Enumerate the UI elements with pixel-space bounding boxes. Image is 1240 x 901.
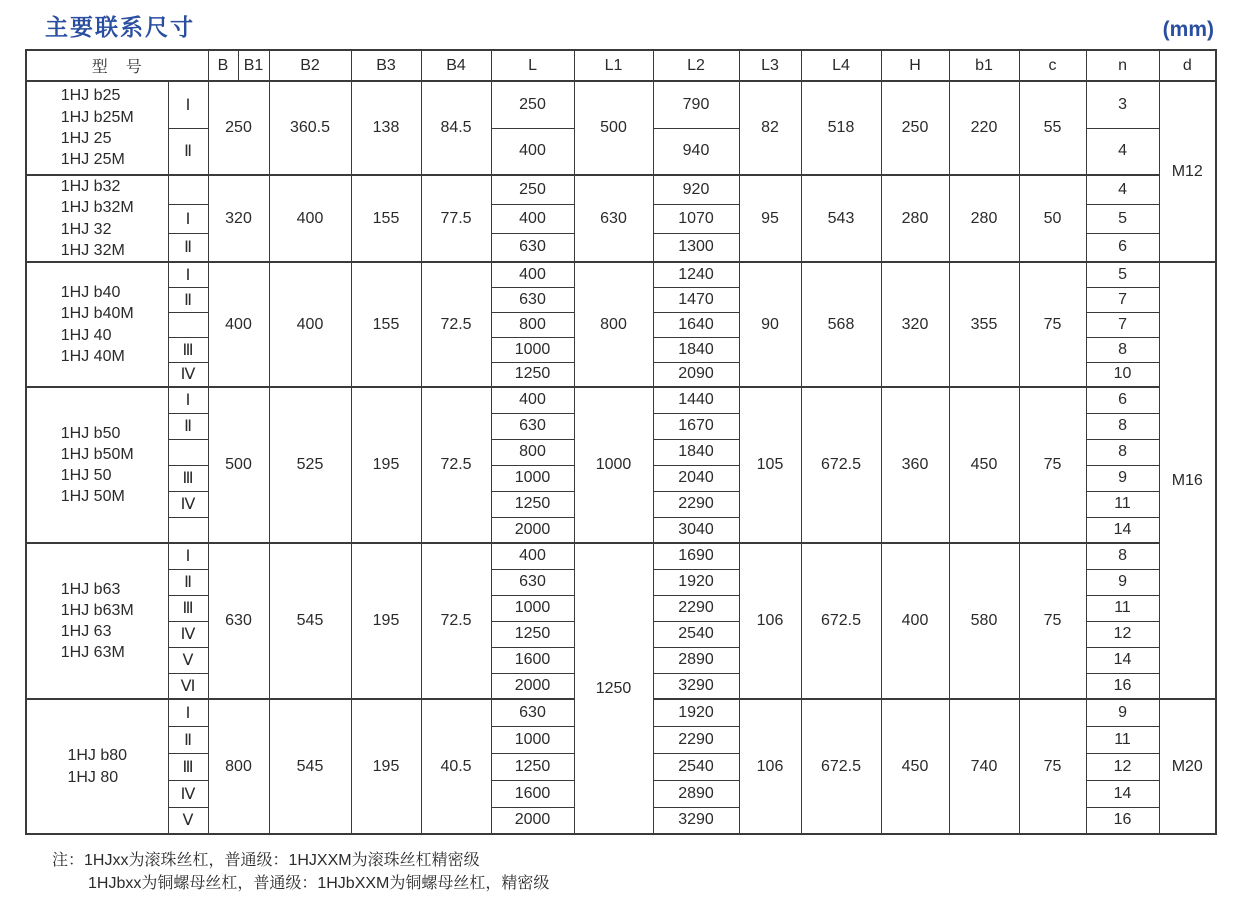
cell-b1: 580 — [949, 543, 1019, 699]
cell-b1: 280 — [949, 175, 1019, 262]
cell-spec: Ⅰ — [168, 81, 208, 128]
cell-n: 16 — [1086, 673, 1159, 699]
cell-n: 11 — [1086, 726, 1159, 753]
model-name: 1HJ b50M — [60, 445, 134, 463]
cell-B3: 138 — [351, 81, 421, 175]
cell-n: 10 — [1086, 362, 1159, 387]
cell-B4: 72.5 — [421, 387, 491, 543]
cell-L: 1250 — [491, 491, 574, 517]
cell-L2: 1070 — [653, 204, 739, 233]
cell-B2: 400 — [269, 175, 351, 262]
footnotes — [52, 849, 1240, 895]
cell-c: 55 — [1019, 81, 1086, 175]
cell-spec — [168, 517, 208, 543]
cell-L3: 106 — [739, 543, 801, 699]
cell-L: 400 — [491, 387, 574, 413]
cell-L2: 2890 — [653, 647, 739, 673]
cell-n: 6 — [1086, 233, 1159, 262]
cell-L2: 2290 — [653, 595, 739, 621]
cell-d: M12 — [1159, 81, 1216, 262]
cell-spec — [168, 312, 208, 337]
cell-n: 14 — [1086, 780, 1159, 807]
cell-L: 800 — [491, 439, 574, 465]
cell-L: 1000 — [491, 726, 574, 753]
cell-spec: Ⅰ — [168, 699, 208, 726]
cell-B4: 77.5 — [421, 175, 491, 262]
column-header-n: n — [1086, 50, 1159, 81]
model-name: 1HJ b25M — [60, 108, 134, 126]
column-header-B4: B4 — [421, 50, 491, 81]
cell-L2: 3290 — [653, 807, 739, 834]
model-name: 1HJ 63M — [60, 644, 125, 662]
column-header-L1: L1 — [574, 50, 653, 81]
model-name: 1HJ 40M — [60, 347, 125, 365]
cell-model — [26, 262, 168, 387]
model-name: 1HJ b25 — [60, 87, 121, 105]
cell-B2: 545 — [269, 543, 351, 699]
cell-n: 9 — [1086, 569, 1159, 595]
column-header-L3: L3 — [739, 50, 801, 81]
cell-L: 1600 — [491, 780, 574, 807]
cell-L: 250 — [491, 81, 574, 128]
model-name: 1HJ 63 — [60, 623, 112, 641]
cell-n: 7 — [1086, 287, 1159, 312]
model-name: 1HJ 32 — [60, 220, 112, 238]
model-name: 1HJ b63M — [60, 601, 134, 619]
page-title: 主要联系尺寸 — [45, 14, 195, 40]
cell-spec: Ⅴ — [168, 647, 208, 673]
cell-b1: 740 — [949, 699, 1019, 834]
model-name: 1HJ 25M — [60, 151, 125, 169]
cell-L3: 82 — [739, 81, 801, 175]
cell-spec: Ⅱ — [168, 287, 208, 312]
cell-L2: 1470 — [653, 287, 739, 312]
column-header-L: L — [491, 50, 574, 81]
cell-spec: Ⅳ — [168, 780, 208, 807]
cell-spec: Ⅳ — [168, 362, 208, 387]
cell-B: 250 — [208, 81, 269, 175]
column-header-L4: L4 — [801, 50, 881, 81]
unit-label: (mm) — [1162, 18, 1214, 41]
model-name: 1HJ b32 — [60, 178, 121, 195]
cell-H: 280 — [881, 175, 949, 262]
cell-model — [26, 543, 168, 699]
cell-L2: 1690 — [653, 543, 739, 569]
cell-B: 500 — [208, 387, 269, 543]
cell-L1: 500 — [574, 81, 653, 175]
cell-L: 400 — [491, 543, 574, 569]
cell-spec: Ⅴ — [168, 807, 208, 834]
cell-spec: Ⅱ — [168, 726, 208, 753]
dimension-table — [25, 49, 1217, 835]
model-name: 1HJ 80 — [67, 768, 119, 786]
cell-spec: Ⅰ — [168, 262, 208, 287]
cell-L2: 940 — [653, 128, 739, 175]
cell-L: 630 — [491, 699, 574, 726]
cell-B4: 72.5 — [421, 262, 491, 387]
model-name: 1HJ 32M — [60, 241, 125, 259]
model-name: 1HJ 50M — [60, 488, 125, 506]
table-header — [26, 50, 1216, 81]
cell-L: 400 — [491, 128, 574, 175]
cell-L2: 790 — [653, 81, 739, 128]
cell-n: 8 — [1086, 543, 1159, 569]
cell-H: 360 — [881, 387, 949, 543]
cell-L2: 2040 — [653, 465, 739, 491]
cell-L2: 2290 — [653, 491, 739, 517]
cell-B4: 84.5 — [421, 81, 491, 175]
cell-B: 630 — [208, 543, 269, 699]
cell-L2: 3040 — [653, 517, 739, 543]
cell-L2: 2540 — [653, 753, 739, 780]
cell-B3: 195 — [351, 543, 421, 699]
cell-n: 11 — [1086, 491, 1159, 517]
cell-L: 2000 — [491, 673, 574, 699]
model-name: 1HJ b40 — [60, 284, 121, 302]
cell-L: 630 — [491, 569, 574, 595]
cell-n: 4 — [1086, 128, 1159, 175]
cell-L2: 1240 — [653, 262, 739, 287]
cell-L2: 1640 — [653, 312, 739, 337]
title-bar — [0, 0, 1240, 42]
cell-spec: Ⅰ — [168, 543, 208, 569]
cell-n: 8 — [1086, 337, 1159, 362]
column-header-B3: B3 — [351, 50, 421, 81]
cell-spec: Ⅲ — [168, 595, 208, 621]
cell-L: 2000 — [491, 517, 574, 543]
cell-spec: Ⅳ — [168, 491, 208, 517]
cell-n: 5 — [1086, 204, 1159, 233]
cell-L2: 920 — [653, 175, 739, 204]
cell-L: 630 — [491, 413, 574, 439]
cell-H: 250 — [881, 81, 949, 175]
column-header-model: 型 号 — [26, 50, 208, 81]
cell-L3: 95 — [739, 175, 801, 262]
model-name: 1HJ 50 — [60, 467, 112, 485]
model-name: 1HJ b63 — [60, 580, 121, 598]
cell-L2: 1300 — [653, 233, 739, 262]
cell-B2: 525 — [269, 387, 351, 543]
cell-B3: 195 — [351, 699, 421, 834]
cell-c: 75 — [1019, 699, 1086, 834]
note-line: 1HJbxx为铜螺母丝杠，普通级：1HJbXXM为铜螺母丝杠，精密级 — [88, 875, 550, 893]
cell-L4: 672.5 — [801, 543, 881, 699]
cell-spec: Ⅰ — [168, 204, 208, 233]
model-name: 1HJ b50 — [60, 424, 121, 442]
cell-B: 800 — [208, 699, 269, 834]
cell-L: 400 — [491, 204, 574, 233]
model-name: 1HJ b40M — [60, 305, 134, 323]
column-header-L2: L2 — [653, 50, 739, 81]
cell-B: 400 — [208, 262, 269, 387]
cell-model — [26, 175, 168, 262]
cell-n: 14 — [1086, 647, 1159, 673]
cell-L3: 105 — [739, 387, 801, 543]
cell-L3: 106 — [739, 699, 801, 834]
cell-model — [26, 81, 168, 175]
column-header-c: c — [1019, 50, 1086, 81]
cell-L: 1250 — [491, 621, 574, 647]
cell-n: 12 — [1086, 753, 1159, 780]
cell-B2: 360.5 — [269, 81, 351, 175]
cell-b1: 355 — [949, 262, 1019, 387]
cell-spec: Ⅱ — [168, 569, 208, 595]
model-name: 1HJ 25 — [60, 130, 112, 147]
cell-spec: Ⅱ — [168, 128, 208, 175]
cell-b1: 450 — [949, 387, 1019, 543]
cell-L: 1000 — [491, 595, 574, 621]
model-name: 1HJ b80 — [67, 747, 128, 765]
cell-n: 8 — [1086, 413, 1159, 439]
cell-B4: 40.5 — [421, 699, 491, 834]
cell-L: 630 — [491, 287, 574, 312]
cell-L: 1600 — [491, 647, 574, 673]
cell-L2: 1440 — [653, 387, 739, 413]
cell-L: 250 — [491, 175, 574, 204]
note-line: 注：1HJxx为滚珠丝杠，普通级：1HJXXM为滚珠丝杠精密级 — [52, 852, 480, 870]
cell-n: 8 — [1086, 439, 1159, 465]
column-header-b1: b1 — [949, 50, 1019, 81]
cell-d: M16 — [1159, 262, 1216, 699]
cell-spec: Ⅱ — [168, 233, 208, 262]
cell-c: 75 — [1019, 262, 1086, 387]
cell-spec — [168, 439, 208, 465]
cell-L4: 543 — [801, 175, 881, 262]
column-header-H: H — [881, 50, 949, 81]
cell-spec: Ⅱ — [168, 413, 208, 439]
cell-model — [26, 387, 168, 543]
cell-L: 800 — [491, 312, 574, 337]
cell-L: 1250 — [491, 753, 574, 780]
cell-d: M20 — [1159, 699, 1216, 834]
column-header-B1: B1 — [238, 50, 269, 81]
cell-n: 4 — [1086, 175, 1159, 204]
cell-L1: 1250 — [574, 543, 653, 834]
cell-n: 9 — [1086, 699, 1159, 726]
cell-B3: 155 — [351, 175, 421, 262]
cell-L2: 1670 — [653, 413, 739, 439]
cell-n: 9 — [1086, 465, 1159, 491]
cell-n: 16 — [1086, 807, 1159, 834]
cell-L4: 568 — [801, 262, 881, 387]
cell-spec: Ⅳ — [168, 621, 208, 647]
cell-spec: Ⅵ — [168, 673, 208, 699]
cell-L2: 2290 — [653, 726, 739, 753]
cell-L4: 672.5 — [801, 699, 881, 834]
cell-c: 50 — [1019, 175, 1086, 262]
cell-n: 3 — [1086, 81, 1159, 128]
model-name: 1HJ 40 — [60, 326, 112, 344]
cell-L2: 1840 — [653, 439, 739, 465]
cell-n: 5 — [1086, 262, 1159, 287]
cell-b1: 220 — [949, 81, 1019, 175]
cell-L2: 2090 — [653, 362, 739, 387]
cell-B3: 195 — [351, 387, 421, 543]
cell-L1: 800 — [574, 262, 653, 387]
cell-L2: 2890 — [653, 780, 739, 807]
cell-B: 320 — [208, 175, 269, 262]
cell-n: 14 — [1086, 517, 1159, 543]
cell-L: 1250 — [491, 362, 574, 387]
cell-L: 1000 — [491, 465, 574, 491]
column-header-B: B — [208, 50, 238, 81]
cell-L: 400 — [491, 262, 574, 287]
cell-L2: 1920 — [653, 699, 739, 726]
cell-spec: Ⅲ — [168, 753, 208, 780]
cell-B2: 545 — [269, 699, 351, 834]
cell-B3: 155 — [351, 262, 421, 387]
cell-model — [26, 699, 168, 834]
cell-c: 75 — [1019, 543, 1086, 699]
cell-L: 630 — [491, 233, 574, 262]
cell-n: 7 — [1086, 312, 1159, 337]
cell-H: 320 — [881, 262, 949, 387]
cell-L2: 1840 — [653, 337, 739, 362]
column-header-d: d — [1159, 50, 1216, 81]
model-name: 1HJ b32M — [60, 199, 134, 217]
cell-H: 450 — [881, 699, 949, 834]
cell-spec: Ⅲ — [168, 465, 208, 491]
cell-L1: 1000 — [574, 387, 653, 543]
cell-n: 6 — [1086, 387, 1159, 413]
cell-L2: 3290 — [653, 673, 739, 699]
cell-spec: Ⅰ — [168, 387, 208, 413]
cell-spec — [168, 175, 208, 204]
column-header-B2: B2 — [269, 50, 351, 81]
cell-L3: 90 — [739, 262, 801, 387]
table-body — [26, 81, 1216, 834]
cell-L2: 2540 — [653, 621, 739, 647]
cell-n: 12 — [1086, 621, 1159, 647]
cell-L: 1000 — [491, 337, 574, 362]
cell-c: 75 — [1019, 387, 1086, 543]
cell-L1: 630 — [574, 175, 653, 262]
cell-L4: 672.5 — [801, 387, 881, 543]
cell-B2: 400 — [269, 262, 351, 387]
cell-L2: 1920 — [653, 569, 739, 595]
cell-B4: 72.5 — [421, 543, 491, 699]
cell-H: 400 — [881, 543, 949, 699]
cell-L4: 518 — [801, 81, 881, 175]
cell-spec: Ⅲ — [168, 337, 208, 362]
cell-n: 11 — [1086, 595, 1159, 621]
cell-L: 2000 — [491, 807, 574, 834]
